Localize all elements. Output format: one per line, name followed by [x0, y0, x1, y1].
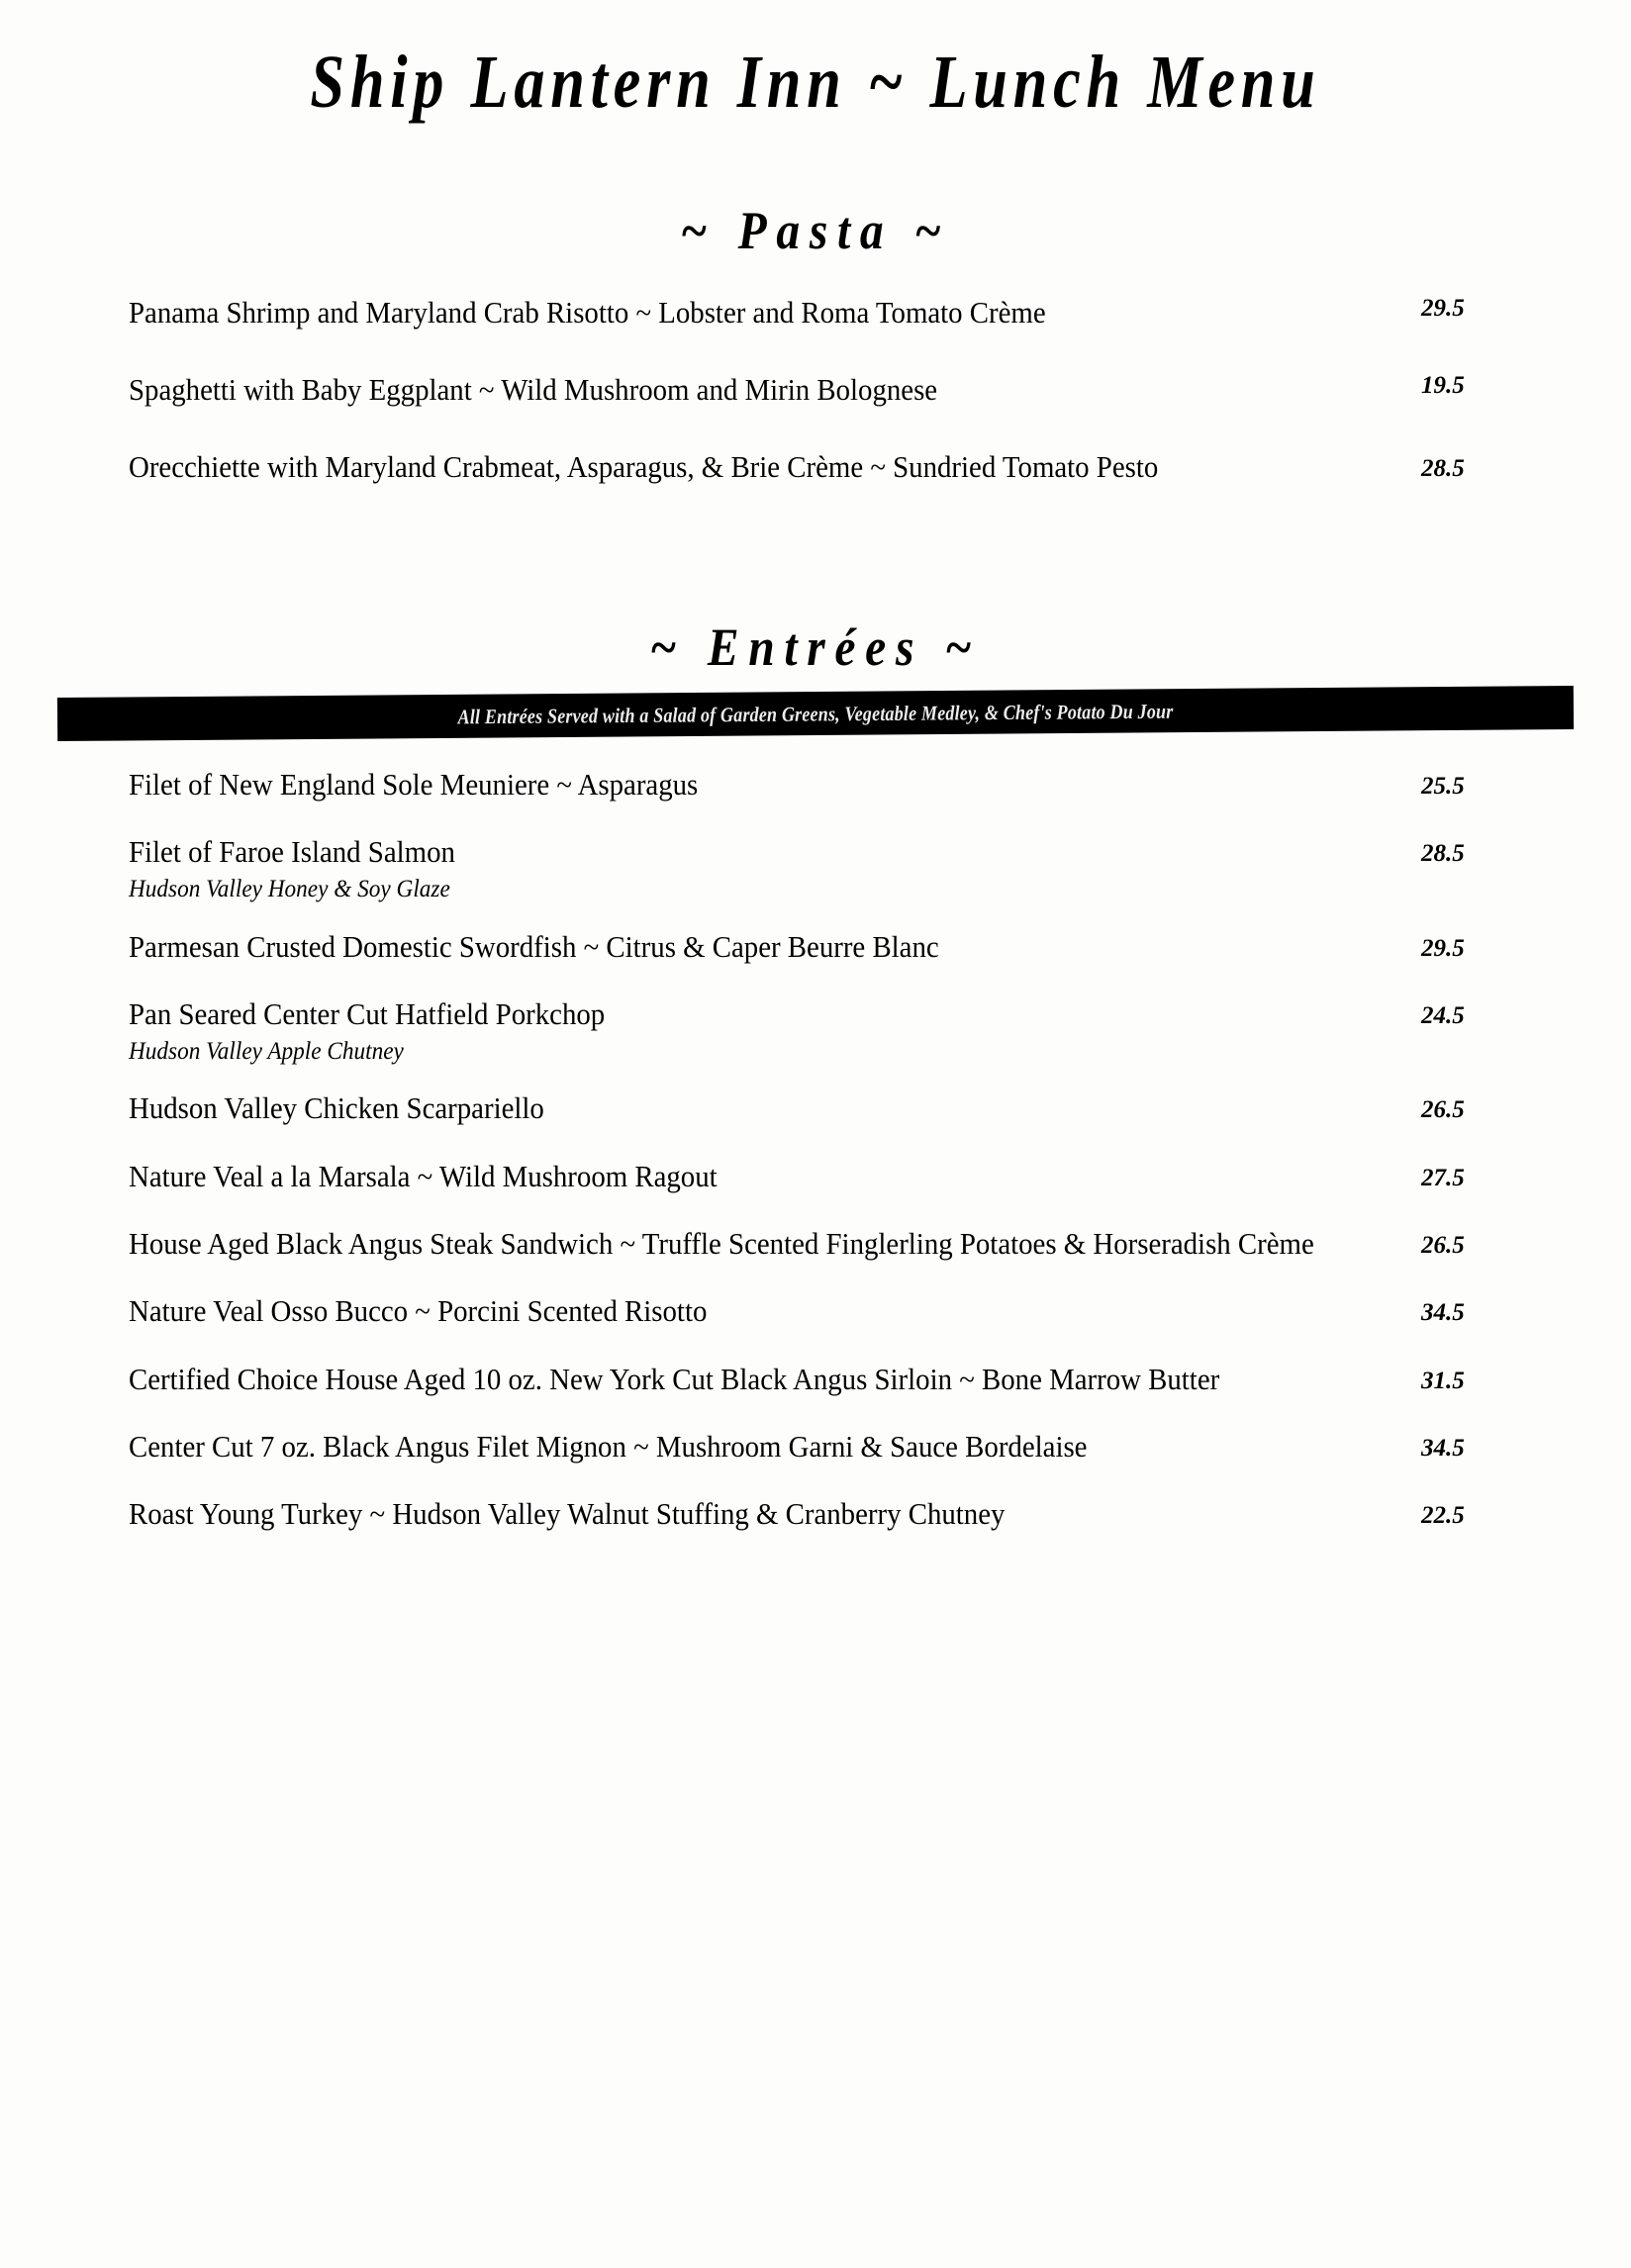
menu-item — [0, 832, 1631, 905]
menu-item — [0, 1224, 1631, 1264]
menu-item-price: 19.5 — [1421, 372, 1465, 400]
menu-item-body — [129, 1494, 1388, 1534]
pasta-item-list — [0, 257, 1631, 488]
menu-item — [0, 1360, 1631, 1399]
entree-item-list — [0, 735, 1631, 1535]
section-heading-entrees: ~ Entrées ~ — [649, 616, 982, 677]
menu-item-price: 25.5 — [1421, 772, 1465, 800]
menu-item-name: Orecchiette with Maryland Crabmeat, Asparagus, & Brie Crème ~ Sundried Tomato Pesto — [129, 449, 1159, 485]
menu-item-body — [129, 447, 1388, 487]
menu-item-body — [129, 1157, 1388, 1196]
menu-item — [0, 1494, 1631, 1534]
menu-item-body — [129, 1291, 1388, 1331]
menu-item-body — [129, 370, 1388, 410]
menu-item-description: Hudson Valley Apple Chutney — [129, 1038, 404, 1066]
menu-item-name: Hudson Valley Chicken Scarpariello — [129, 1090, 544, 1126]
menu-item-name: Roast Young Turkey ~ Hudson Valley Walnut Stuffing & Cranberry Chutney — [129, 1496, 1006, 1532]
menu-item-body — [129, 1224, 1388, 1264]
menu-item-body — [129, 832, 1388, 905]
section-pasta — [0, 174, 1631, 488]
menu-item — [0, 1157, 1631, 1196]
menu-item-body — [129, 293, 1388, 332]
menu-item-price: 28.5 — [1421, 455, 1465, 483]
page-title: Ship Lantern Inn ~ Lunch Menu — [310, 41, 1321, 124]
menu-item-price: 34.5 — [1421, 1434, 1465, 1462]
menu-item-description: Hudson Valley Honey & Soy Glaze — [129, 876, 450, 903]
menu-item — [0, 994, 1631, 1068]
menu-item-price: 34.5 — [1421, 1299, 1465, 1327]
section-heading-pasta: ~ Pasta ~ — [680, 200, 951, 260]
menu-item-name: Nature Veal Osso Bucco ~ Porcini Scented Risotto — [129, 1293, 708, 1329]
menu-item-body — [129, 927, 1388, 967]
menu-item-price: 28.5 — [1421, 839, 1465, 867]
menu-item-name: Certified Choice House Aged 10 oz. New York Cut Black Angus Sirloin ~ Bone Marrow Butter — [129, 1361, 1220, 1396]
entrees-banner-text: All Entrées Served with a Salad of Garden Greens, Vegetable Medley, & Chef's Potato Du Jour — [457, 699, 1174, 729]
menu-item-name: Parmesan Crusted Domestic Swordfish ~ Citrus & Caper Beurre Blanc — [129, 928, 939, 964]
menu-item-body — [129, 1427, 1388, 1466]
menu-item-price: 29.5 — [1421, 294, 1465, 322]
menu-item — [0, 293, 1631, 332]
menu-item — [0, 927, 1631, 967]
menu-item — [0, 370, 1631, 410]
menu-item-price: 29.5 — [1421, 934, 1465, 962]
menu-item-name: Nature Veal a la Marsala ~ Wild Mushroom Ragout — [129, 1158, 718, 1193]
menu-item-name: Filet of Faroe Island Salmon — [129, 833, 455, 869]
menu-item-price: 24.5 — [1421, 1001, 1465, 1029]
menu-item-name: Spaghetti with Baby Eggplant ~ Wild Mushroom and Mirin Bolognese — [129, 372, 938, 408]
menu-item-price: 26.5 — [1421, 1231, 1465, 1259]
menu-item-name: House Aged Black Angus Steak Sandwich ~ Truffle Scented Finglerling Potatoes & Horseradish Crème — [129, 1225, 1314, 1261]
menu-item — [0, 447, 1631, 487]
menu-item-body — [129, 1088, 1388, 1128]
menu-item-body — [129, 1360, 1388, 1399]
menu-item-price: 22.5 — [1421, 1502, 1465, 1530]
menu-item — [0, 765, 1631, 804]
menu-item — [0, 1427, 1631, 1466]
menu-item-name: Filet of New England Sole Meuniere ~ Asparagus — [129, 766, 699, 802]
entrees-banner — [57, 686, 1574, 741]
menu-item-body — [129, 994, 1388, 1068]
section-entrees — [0, 616, 1631, 1535]
menu-item-name: Panama Shrimp and Maryland Crab Risotto ~ Lobster and Roma Tomato Crème — [129, 294, 1046, 330]
section-spacer — [0, 525, 1631, 620]
menu-item-price: 31.5 — [1421, 1367, 1465, 1394]
menu-item-name: Pan Seared Center Cut Hatfield Porkchop — [129, 995, 606, 1031]
menu-item-body — [129, 765, 1388, 804]
menu-item — [0, 1291, 1631, 1331]
menu-item — [0, 1088, 1631, 1128]
menu-item-price: 26.5 — [1421, 1096, 1465, 1124]
menu-item-price: 27.5 — [1421, 1164, 1465, 1191]
menu-item-name: Center Cut 7 oz. Black Angus Filet Mignon ~ Mushroom Garni & Sauce Bordelaise — [129, 1428, 1088, 1464]
